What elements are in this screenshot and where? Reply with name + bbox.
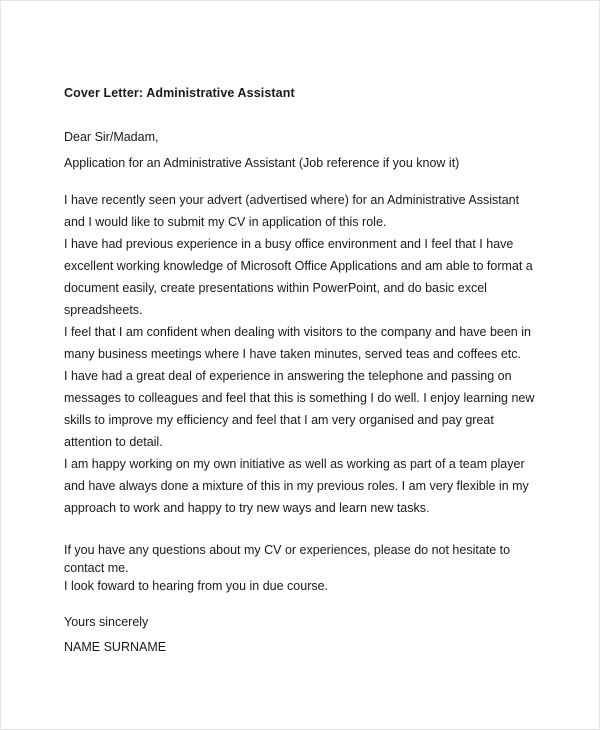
document-title: Cover Letter: Administrative Assistant: [64, 86, 295, 100]
cover-letter: [1, 1, 599, 695]
letter-body: [64, 189, 541, 519]
closing-line-2: I look foward to hearing from you in due course.: [64, 579, 329, 593]
paragraph-1: I have recently seen your advert (advertised where) for an Administrative Assistant and I would like to submit my CV in application of this role.: [64, 193, 520, 229]
paragraph-5: I am happy working on my own initiative as well as working as part of a team player and have always done a mixture of this in my previous roles. I am very flexible in my approach to work and happy to try new ways and learn new tasks.: [64, 457, 529, 515]
subject-line: Application for an Administrative Assistant (Job reference if you know it): [64, 156, 460, 170]
signoff-line: Yours sincerely: [64, 615, 149, 629]
signature-name: NAME SURNAME: [64, 640, 167, 654]
closing-lines: [64, 541, 541, 595]
salutation-line: Dear Sir/Madam,: [64, 130, 159, 144]
paragraph-4: I have had a great deal of experience in answering the telephone and passing on messages to colleagues and feel that this is something I do well. I enjoy learning new skills to improve my efficiency and feel that I am very organised and pay great attention to detail.: [64, 369, 535, 449]
paragraph-3: I feel that I am confident when dealing with visitors to the company and have been in many business meetings where I have taken minutes, served teas and coffees etc.: [64, 325, 531, 361]
closing-line-1: If you have any questions about my CV or experiences, please do not hesitate to contact me.: [64, 543, 511, 575]
paragraph-2: I have had previous experience in a busy office environment and I feel that I have excellent working knowledge of Microsoft Office Applications and am able to format a document easily, create presentations within PowerPoint, and do basic excel spreadsheets.: [64, 237, 533, 317]
